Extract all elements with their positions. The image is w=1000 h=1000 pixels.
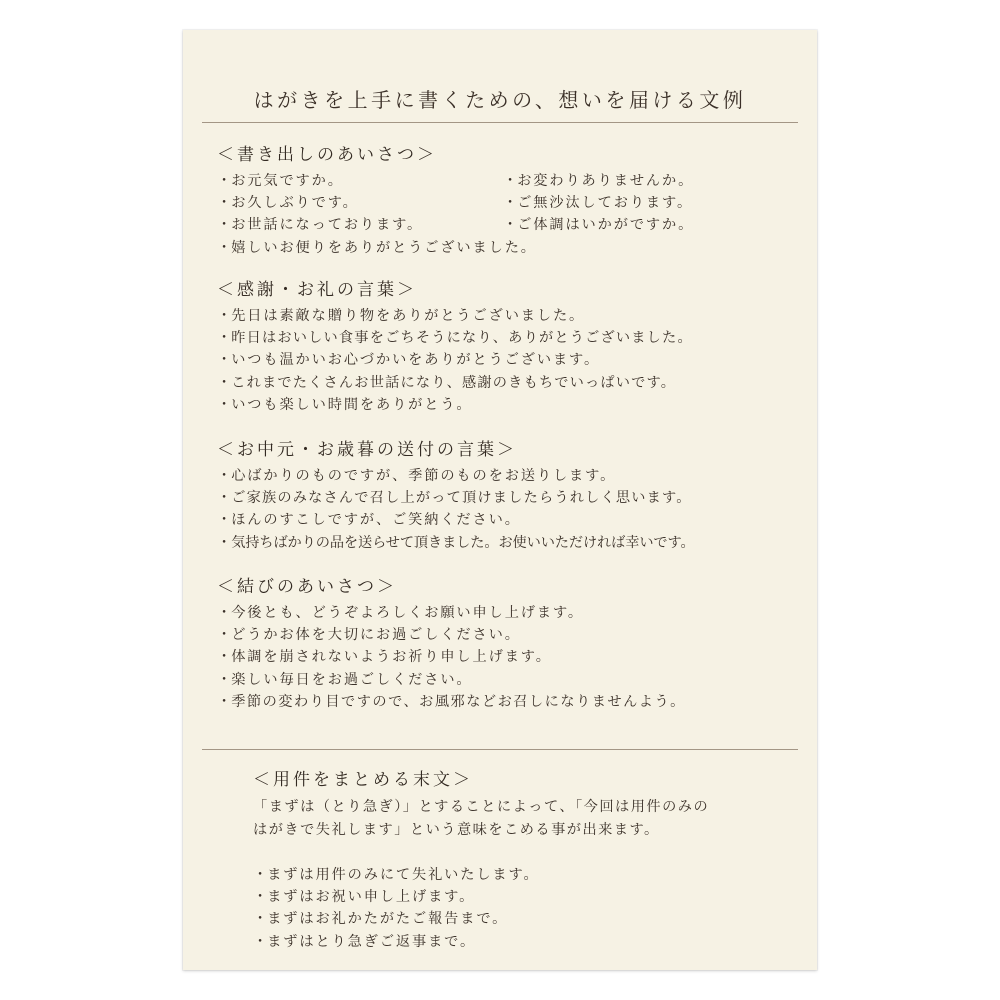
section-closing-greetings (217, 575, 807, 713)
postcard-sheet (183, 30, 817, 970)
section-heading: ＜感謝・お礼の言葉＞ (217, 280, 417, 300)
list-item: ・ 嬉しいお便りをありがとうございました。 (217, 237, 807, 259)
section-closing-remarks (253, 768, 793, 953)
section-thanks (217, 278, 807, 416)
thanks-list (217, 305, 807, 416)
greeting-list (217, 170, 807, 259)
list-item: ・ どうかお体を大切にお過ごしください。 (217, 624, 807, 646)
list-item: ・ ご無沙汰しております。 (503, 192, 807, 214)
list-item: ・ 気持ちばかりの品を送らせて頂きました。お使いいただければ幸いです。 (217, 532, 807, 554)
paragraph-line: はがきで失礼します」という意味をこめる事が出来ます。 (253, 821, 660, 838)
divider-bottom (202, 749, 798, 750)
section-heading: ＜お中元・お歳暮の送付の言葉＞ (217, 440, 517, 460)
section-opening-greetings (217, 143, 807, 259)
list-item: ・ お元気ですか。 (217, 170, 503, 192)
list-item: ・ 季節の変わり目ですので、お風邪などお召しになりませんよう。 (217, 691, 807, 713)
list-item: ・ お世話になっております。 (217, 214, 503, 236)
list-item: ・ いつも楽しい時間をありがとう。 (217, 394, 807, 416)
paragraph-line: 「まずは（とり急ぎ）」とすることによって、「今回は用件のみの (253, 799, 710, 815)
list-item: ・ 先日は素敵な贈り物をありがとうございました。 (217, 305, 807, 327)
list-item: ・ ご家族のみなさんで召し上がって頂けましたらうれしく思います。 (217, 487, 807, 509)
section-heading: ＜書き出しのあいさつ＞ (217, 145, 437, 165)
gift-list (217, 465, 807, 554)
list-item: ・ まずは用件のみにて失礼いたします。 (253, 864, 793, 886)
list-item: ・ お変わりありませんか。 (503, 170, 807, 192)
list-item: ・ ほんのすこしですが、ご笑納ください。 (217, 509, 807, 531)
closing-remarks-list (253, 864, 793, 953)
section-gift-sending (217, 438, 807, 554)
closing-greeting-list (217, 602, 807, 713)
list-item: ・ 昨日はおいしい食事をごちそうになり、ありがとうございました。 (217, 327, 807, 349)
explanation-paragraph (253, 796, 793, 841)
list-item: ・ ご体調はいかがですか。 (503, 214, 807, 236)
list-item: ・ 楽しい毎日をお過ごしください。 (217, 669, 807, 691)
page-title: はがきを上手に書くための、想いを届ける文例 (253, 88, 747, 112)
list-item: ・ まずはとり急ぎご返事まで。 (253, 931, 793, 953)
list-item: ・ 心ばかりのものですが、季節のものをお送りします。 (217, 465, 807, 487)
list-item: ・ お久しぶりです。 (217, 192, 503, 214)
section-heading: ＜結びのあいさつ＞ (217, 577, 397, 597)
section-heading: ＜用件をまとめる末文＞ (253, 770, 473, 790)
list-item: ・ 体調を崩されないようお祈り申し上げます。 (217, 646, 807, 668)
divider-top (202, 122, 798, 123)
list-item: ・ 今後とも、どうぞよろしくお願い申し上げます。 (217, 602, 807, 624)
list-item: ・ まずはお礼かたがたご報告まで。 (253, 908, 793, 930)
list-item: ・ これまでたくさんお世話になり、感謝のきもちでいっぱいです。 (217, 372, 807, 394)
list-item: ・ いつも温かいお心づかいをありがとうございます。 (217, 349, 807, 371)
list-item: ・ まずはお祝い申し上げます。 (253, 886, 793, 908)
